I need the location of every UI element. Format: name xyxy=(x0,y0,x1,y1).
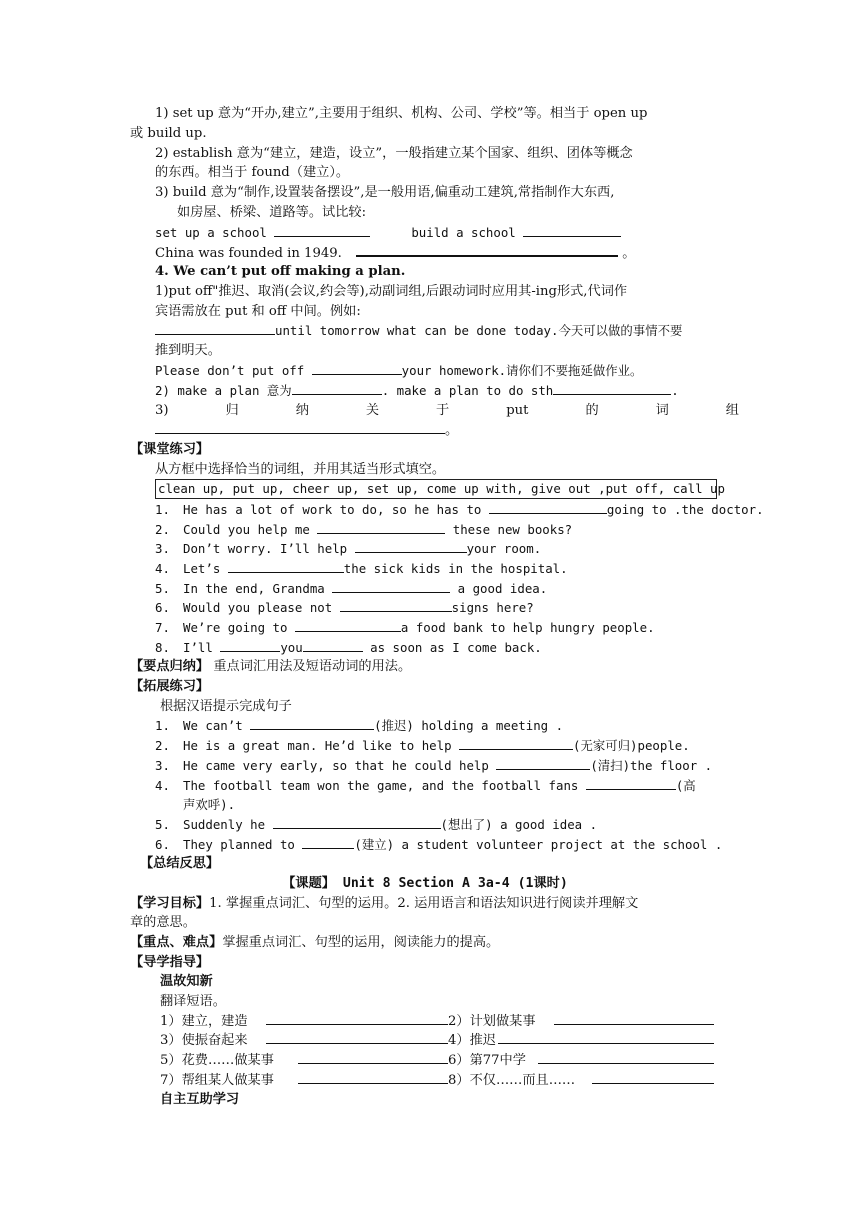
summary-text: 重点词汇用法及短语动词的用法。 xyxy=(213,659,412,674)
reflection-header: 【总结反思】 xyxy=(140,856,220,871)
practice-item xyxy=(155,598,745,617)
word: 3) xyxy=(155,403,169,418)
example-text: until tomorrow what can be done today.今天可以做的事情不要 xyxy=(275,323,683,338)
item-text: He is a great man. He’d like to help xyxy=(183,738,452,753)
self-study-header: 自主互助学习 xyxy=(160,1092,240,1107)
item-number: 7. xyxy=(155,620,170,635)
example-homework-a: Please don’t put off xyxy=(155,363,305,378)
item-text: We’re going to xyxy=(183,620,288,635)
blank[interactable] xyxy=(298,1051,448,1064)
blank[interactable] xyxy=(250,717,374,730)
china-founded-text: China was founded in 1949. xyxy=(155,246,342,261)
note-build-line2: 如房屋、桥梁、道路等。试比较: xyxy=(177,205,367,220)
blank[interactable] xyxy=(355,540,467,553)
extension-instruction: 根据汉语提示完成句子 xyxy=(160,699,292,714)
item-text: your room. xyxy=(466,541,542,556)
note-set-up-line2: 或 build up. xyxy=(130,126,207,141)
phrase-row xyxy=(160,1051,750,1070)
example-homework-b: your homework.请你们不要拖延做作业。 xyxy=(401,363,643,378)
item-number: 3. xyxy=(155,541,170,556)
china-founded-line xyxy=(155,243,745,263)
summarize-put-blank-line xyxy=(155,421,745,440)
item-text: as soon as I come back. xyxy=(362,640,542,655)
item-number: 1. xyxy=(155,718,170,733)
practice-item xyxy=(155,500,764,519)
period: 。 xyxy=(445,423,459,438)
item-text: (清扫)the floor . xyxy=(590,758,713,773)
blank[interactable] xyxy=(266,1031,448,1044)
phrase-row xyxy=(160,1012,750,1031)
translate-instruction: 翻译短语。 xyxy=(160,994,226,1009)
item-text: Would you please not xyxy=(183,600,333,615)
item-text: Could you help me xyxy=(183,522,310,537)
phrase: 3）使振奋起来 xyxy=(160,1033,248,1048)
extension-item xyxy=(155,776,745,795)
blank[interactable] xyxy=(292,382,382,395)
practice-instruction: 从方框中选择恰当的词组，并用其适当形式填空。 xyxy=(155,462,446,477)
blank[interactable] xyxy=(538,1051,714,1064)
word: 的 xyxy=(585,403,599,418)
item-text: He came very early, so that he could help xyxy=(183,758,489,773)
item-number: 6. xyxy=(155,837,170,852)
blank[interactable] xyxy=(592,1071,714,1084)
item-number: 6. xyxy=(155,600,170,615)
word: 纳 xyxy=(295,403,309,418)
item-text: He has a lot of work to do, so he has to xyxy=(183,502,482,517)
item-number: 2. xyxy=(155,738,170,753)
phrase-row xyxy=(160,1031,750,1050)
phrase-row xyxy=(160,1071,750,1090)
item-number: 4. xyxy=(155,778,170,793)
word-box: clean up, put up, cheer up, set up, come up with, give out ,put off, call up xyxy=(155,479,717,499)
word: 关 xyxy=(365,403,380,418)
goal-line1 xyxy=(130,894,720,913)
blank[interactable] xyxy=(496,757,590,770)
item-text: going to .the doctor. xyxy=(606,502,764,517)
phrase: 6）第77中学 xyxy=(448,1053,526,1068)
make-plan-a: 2) make a plan 意为 xyxy=(155,383,292,398)
extension-item xyxy=(155,716,745,735)
item-text: (建立) a student volunteer project at the school . xyxy=(354,837,723,852)
summarize-put-line xyxy=(155,401,739,420)
make-plan-b: . make a plan to do sth xyxy=(381,383,554,398)
compare-build: build a school xyxy=(411,225,516,240)
point4-title: 4. We can’t put off making a plan. xyxy=(155,264,406,279)
blank[interactable] xyxy=(274,224,370,237)
note-set-up-line1: 1) set up 意为“开办,建立”,主要用于组织、机构、公司、学校”等。相当于 open up xyxy=(155,106,648,121)
put-off-line1: 1)put off"推迟、取消(会议,约会等),动副词组,后跟动词时应用其-ing形式,代词作 xyxy=(155,284,628,299)
blank[interactable] xyxy=(498,1031,714,1044)
phrase: 1）建立，建造 xyxy=(160,1014,248,1029)
blank[interactable] xyxy=(155,322,275,335)
phrase: 4）推迟 xyxy=(448,1033,496,1048)
blank[interactable] xyxy=(273,816,441,829)
item-text: They planned to xyxy=(183,837,295,852)
practice-item xyxy=(155,520,745,539)
extension-item xyxy=(155,835,745,854)
example-line2: 推到明天。 xyxy=(155,343,221,358)
compare-line xyxy=(155,223,745,242)
blank[interactable] xyxy=(312,362,402,375)
item-text: In the end, Grandma xyxy=(183,581,325,596)
word: put xyxy=(506,403,529,418)
item-text: (想出了) a good idea . xyxy=(440,817,598,832)
item-number: 4. xyxy=(155,561,170,576)
practice-item xyxy=(155,559,745,578)
blank[interactable] xyxy=(586,777,676,790)
make-plan-c: . xyxy=(671,383,679,398)
item-number: 2. xyxy=(155,522,170,537)
blank[interactable] xyxy=(295,619,401,632)
item-text: (高 xyxy=(675,778,696,793)
practice-item xyxy=(155,618,745,637)
blank[interactable] xyxy=(554,1012,714,1025)
note-build-line1: 3) build 意为“制作,设置装备摆设”,是一般用语,偏重动工建筑,常指制作大东西, xyxy=(155,185,615,200)
word: 于 xyxy=(436,403,450,418)
item-text: (推迟) holding a meeting . xyxy=(374,718,564,733)
phrase: 7）帮组某人做某事 xyxy=(160,1073,274,1088)
note-establish-line1: 2) establish 意为“建立，建造，设立”，一般指建立某个国家、组织、团体等概念 xyxy=(155,146,633,161)
item-number: 1. xyxy=(155,502,170,517)
item-text: I’ll xyxy=(183,640,213,655)
key-header: 【重点、难点】 xyxy=(130,935,223,950)
practice-item xyxy=(155,579,745,598)
example-homework xyxy=(155,361,745,380)
blank[interactable] xyxy=(332,580,450,593)
summary-header: 【要点归纳】 xyxy=(130,659,210,674)
item-text: a food bank to help hungry people. xyxy=(400,620,655,635)
blank[interactable] xyxy=(155,421,445,434)
practice-header: 【课堂练习】 xyxy=(130,442,210,457)
guide-header: 【导学指导】 xyxy=(130,955,210,970)
goal-header: 【学习目标】 xyxy=(130,896,210,911)
goal-text: 1. 掌握重点词汇、句型的运用。2. 运用语言和语法知识进行阅读并理解文 xyxy=(209,896,639,911)
item-text: We can’t xyxy=(183,718,243,733)
extension-header: 【拓展练习】 xyxy=(130,679,210,694)
word: 归 xyxy=(225,403,239,418)
item-text: you xyxy=(280,640,303,655)
make-plan-line xyxy=(155,381,745,400)
phrase: 5）花费……做某事 xyxy=(160,1053,274,1068)
item-number: 3. xyxy=(155,758,170,773)
item-number: 5. xyxy=(155,817,170,832)
practice-item xyxy=(155,539,745,558)
item-text: the sick kids in the hospital. xyxy=(343,561,568,576)
phrase: 8）不仅……而且…… xyxy=(448,1073,576,1088)
blank[interactable] xyxy=(489,501,607,514)
key-line xyxy=(130,933,720,952)
word: 词 xyxy=(655,403,669,418)
key-text: 掌握重点词汇、句型的运用，阅读能力的提高。 xyxy=(222,935,500,950)
compare-set-up: set up a school xyxy=(155,225,267,240)
item-text: (无家可归)people. xyxy=(573,738,690,753)
item-text: signs here? xyxy=(451,600,534,615)
extension-item-continued: 声欢呼). xyxy=(183,797,236,812)
word: 组 xyxy=(725,403,739,418)
blank[interactable] xyxy=(298,1071,448,1084)
summary-line xyxy=(130,657,720,676)
item-text: Let’s xyxy=(183,561,221,576)
item-number: 5. xyxy=(155,581,170,596)
blank[interactable] xyxy=(303,639,363,652)
item-text: these new books? xyxy=(445,522,573,537)
blank[interactable] xyxy=(228,560,344,573)
item-number: 8. xyxy=(155,640,170,655)
blank[interactable] xyxy=(553,382,671,395)
extension-item xyxy=(155,736,745,755)
phrase: 2）计划做某事 xyxy=(448,1014,536,1029)
item-text: a good idea. xyxy=(450,581,548,596)
note-establish-line2: 的东西。相当于 found（建立）。 xyxy=(155,165,350,180)
item-text: Suddenly he xyxy=(183,817,266,832)
review-header: 温故知新 xyxy=(160,974,213,989)
goal-line2: 章的意思。 xyxy=(130,915,196,930)
blank[interactable] xyxy=(317,521,445,534)
put-off-line2: 宾语需放在 put 和 off 中间。例如: xyxy=(155,304,361,319)
lesson-title: 【课题】 Unit 8 Section A 3a-4 (1课时) xyxy=(282,876,568,891)
example-line1 xyxy=(155,321,745,340)
blank[interactable] xyxy=(340,599,452,612)
practice-item xyxy=(155,638,745,657)
item-text: The football team won the game, and the football fans xyxy=(183,778,579,793)
blank[interactable] xyxy=(523,224,621,237)
blank[interactable] xyxy=(459,737,573,750)
item-text: Don’t worry. I’ll help xyxy=(183,541,348,556)
blank[interactable] xyxy=(356,243,618,257)
blank[interactable] xyxy=(302,836,354,849)
blank[interactable] xyxy=(266,1012,448,1025)
blank[interactable] xyxy=(220,639,280,652)
extension-item xyxy=(155,756,745,775)
extension-item xyxy=(155,815,745,834)
period: 。 xyxy=(622,246,636,261)
